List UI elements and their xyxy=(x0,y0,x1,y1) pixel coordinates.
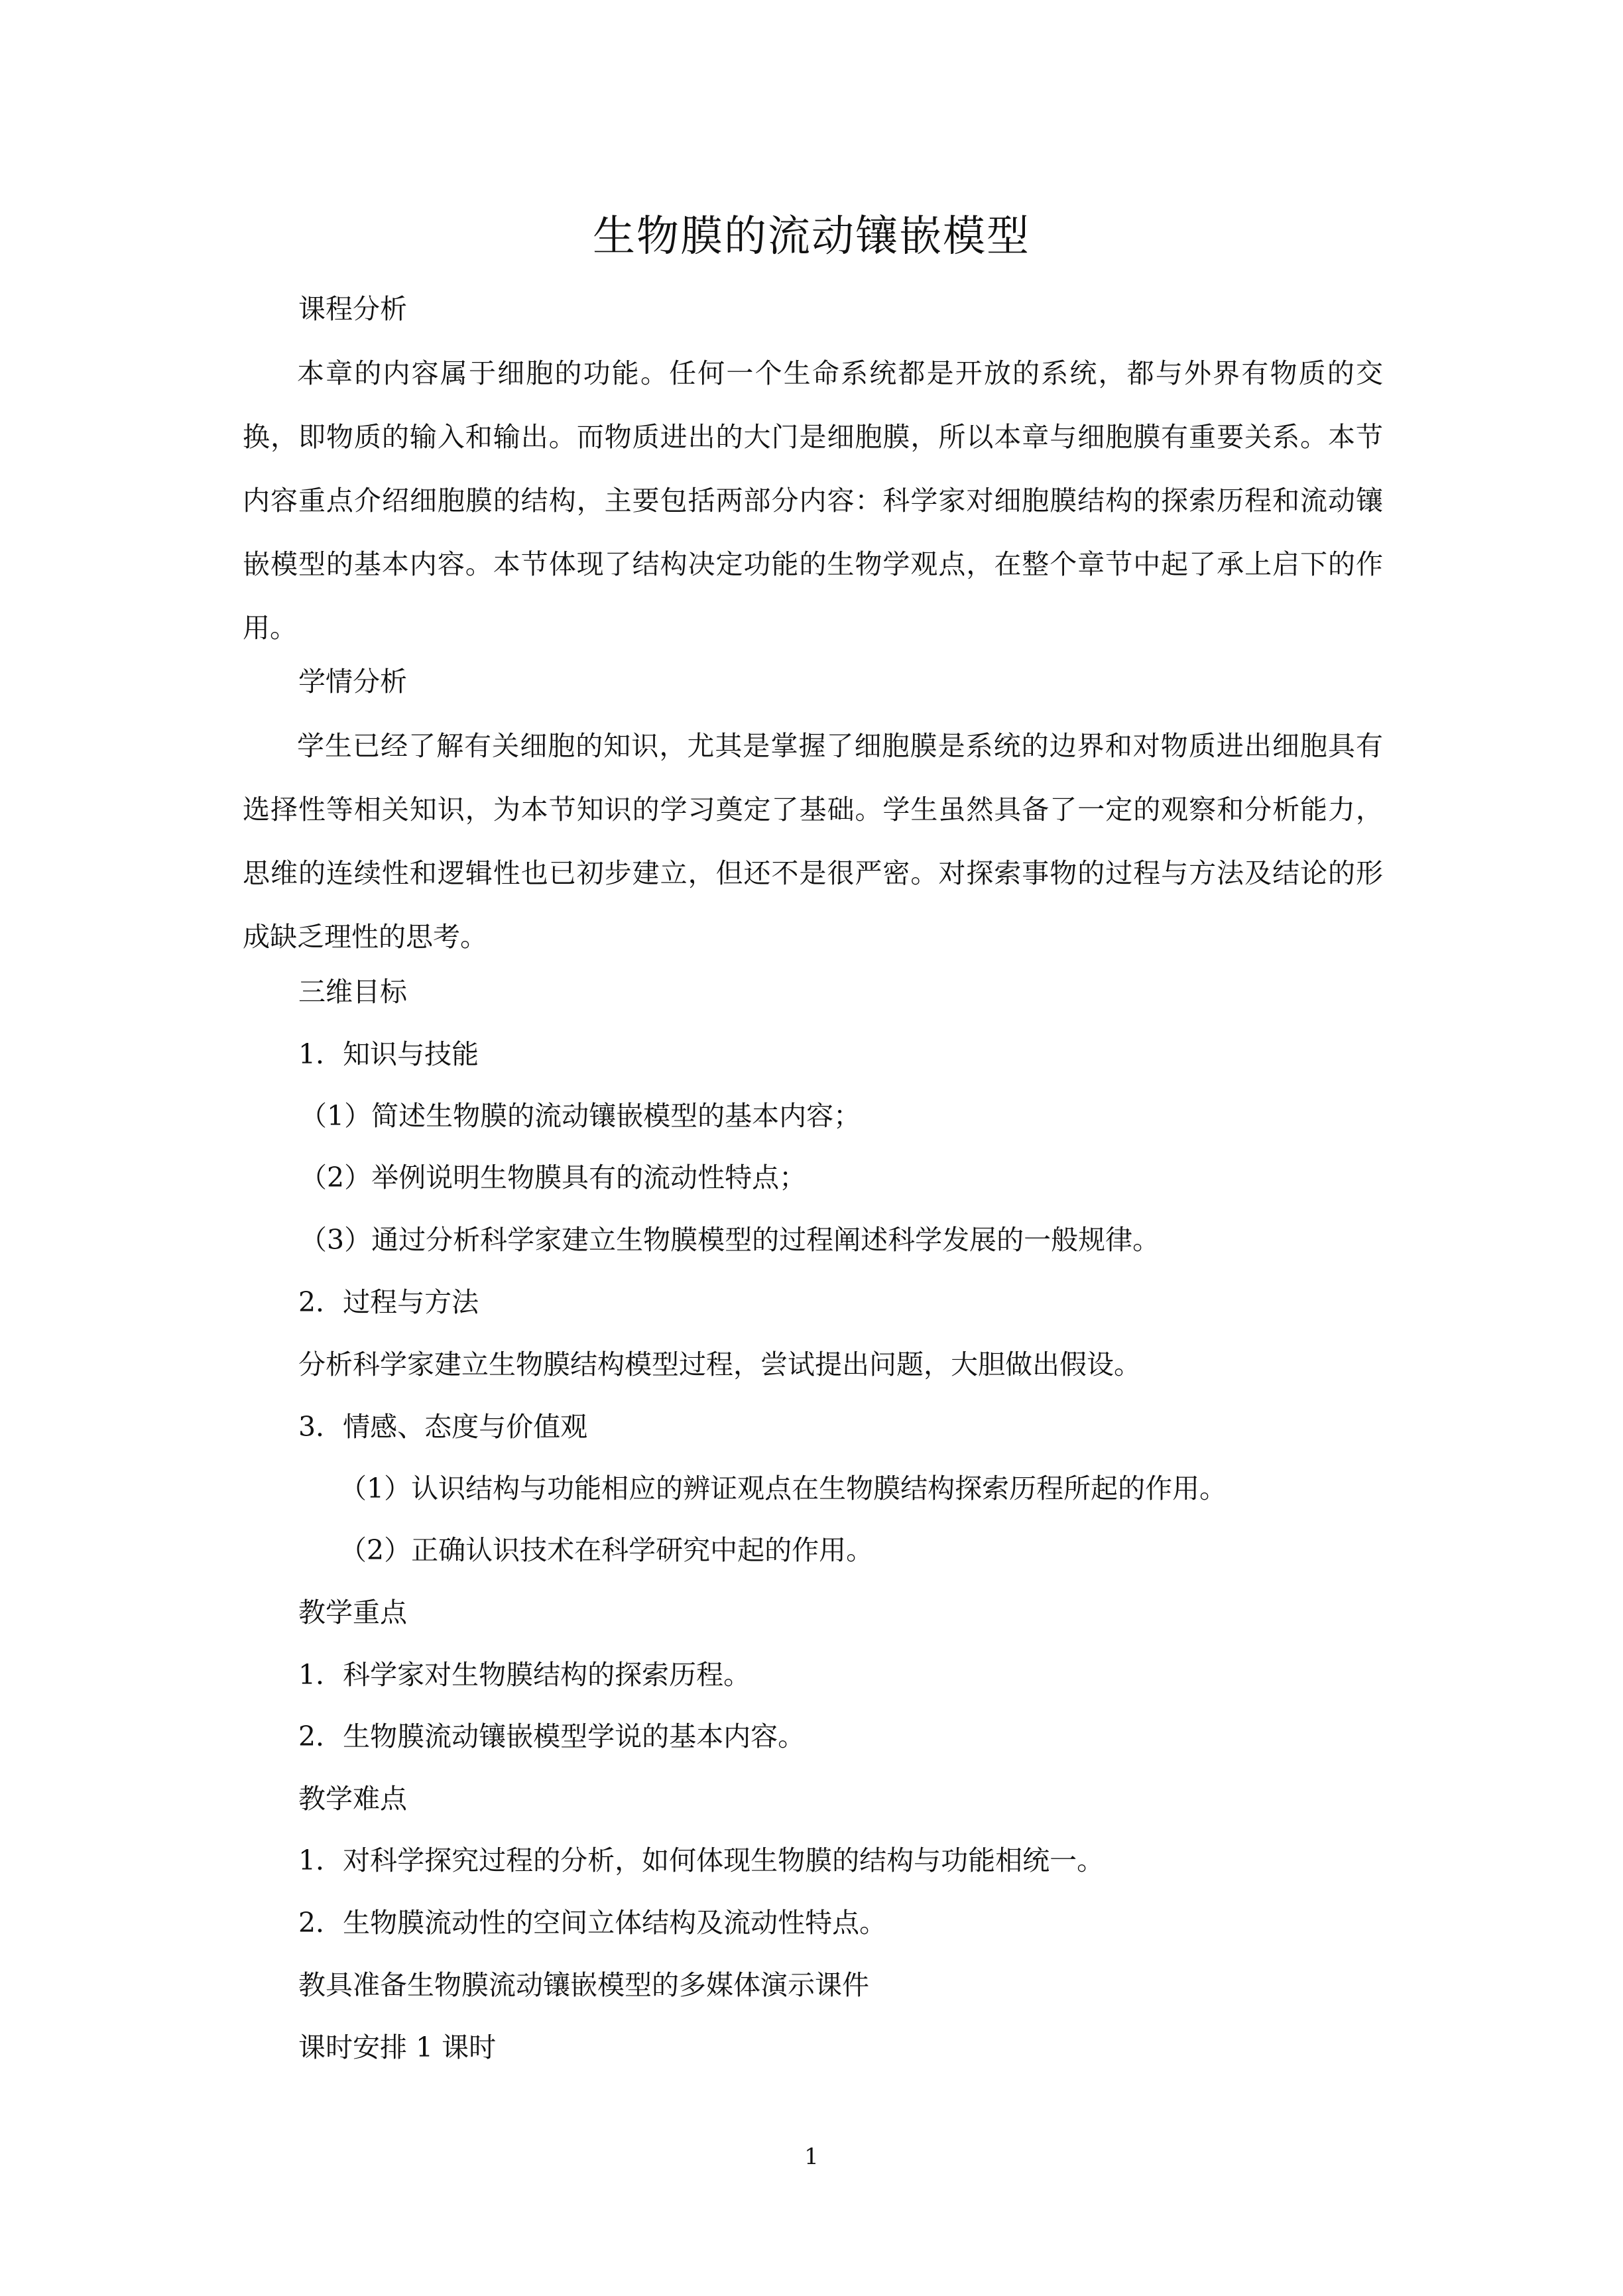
process-method-text: 分析科学家建立生物膜结构模型过程，尝试提出问题，大胆做出假设。 xyxy=(298,1349,1141,1380)
document-title: 生物膜的流动镶嵌模型 xyxy=(593,212,1030,261)
heading-course-analysis: 课程分析 xyxy=(298,293,407,325)
key-point-item: 1．科学家对生物膜结构的探索历程。 xyxy=(298,1659,751,1691)
paragraph-student-analysis: 学生已经了解有关细胞的知识，尤其是掌握了细胞膜是系统的边界和对物质进出细胞具有选择性等相关知识，为本节知识的学习奠定了基础。学生虽然具备了一定的观察和分析能力，思维的连续性和逻辑性也已初步建立，但还不是很严密。对探索事物的过程与方法及结论的形成缺乏理性的思考。 xyxy=(243,730,1383,953)
teaching-aids: 教具准备生物膜流动镶嵌模型的多媒体演示课件 xyxy=(298,1969,869,2001)
difficult-point-item: 1．对科学探究过程的分析，如何体现生物膜的结构与功能相统一。 xyxy=(298,1844,1105,1876)
goal-item: （1）简述生物膜的流动镶嵌模型的基本内容； xyxy=(300,1100,861,1132)
page-number: 1 xyxy=(804,2144,819,2170)
heading-key-points: 教学重点 xyxy=(298,1597,407,1628)
goal-item: （3）通过分析科学家建立生物膜模型的过程阐述科学发展的一般规律。 xyxy=(300,1224,1160,1256)
goal-item: （2）举例说明生物膜具有的流动性特点； xyxy=(300,1162,807,1193)
key-point-item: 2．生物膜流动镶嵌模型学说的基本内容。 xyxy=(298,1721,806,1752)
class-schedule: 课时安排 1 课时 xyxy=(298,2031,497,2063)
difficult-point-item: 2．生物膜流动性的空间立体结构及流动性特点。 xyxy=(298,1907,887,1939)
heading-difficult-points: 教学难点 xyxy=(298,1783,407,1815)
goal-item: （2）正确认识技术在科学研究中起的作用。 xyxy=(339,1534,874,1566)
paragraph-course-analysis: 本章的内容属于细胞的功能。任何一个生命系统都是开放的系统，都与外界有物质的交换，即物质的输入和输出。而物质进出的大门是细胞膜，所以本章与细胞膜有重要关系。本节内容重点介绍细胞膜的结构，主要包括两部分内容：科学家对细胞膜结构的探索历程和流动镶嵌模型的基本内容。本节体现了结构决定功能的生物学观点，在整个章节中起了承上启下的作用。 xyxy=(243,357,1383,644)
heading-process-method: 2．过程与方法 xyxy=(298,1286,479,1318)
goal-item: （1）认识结构与功能相应的辨证观点在生物膜结构探索历程所起的作用。 xyxy=(339,1473,1227,1504)
heading-goals: 三维目标 xyxy=(298,976,407,1008)
heading-student-analysis: 学情分析 xyxy=(298,666,407,697)
heading-emotion-values: 3．情感、态度与价值观 xyxy=(298,1411,588,1443)
heading-knowledge-skills: 1．知识与技能 xyxy=(298,1038,479,1070)
